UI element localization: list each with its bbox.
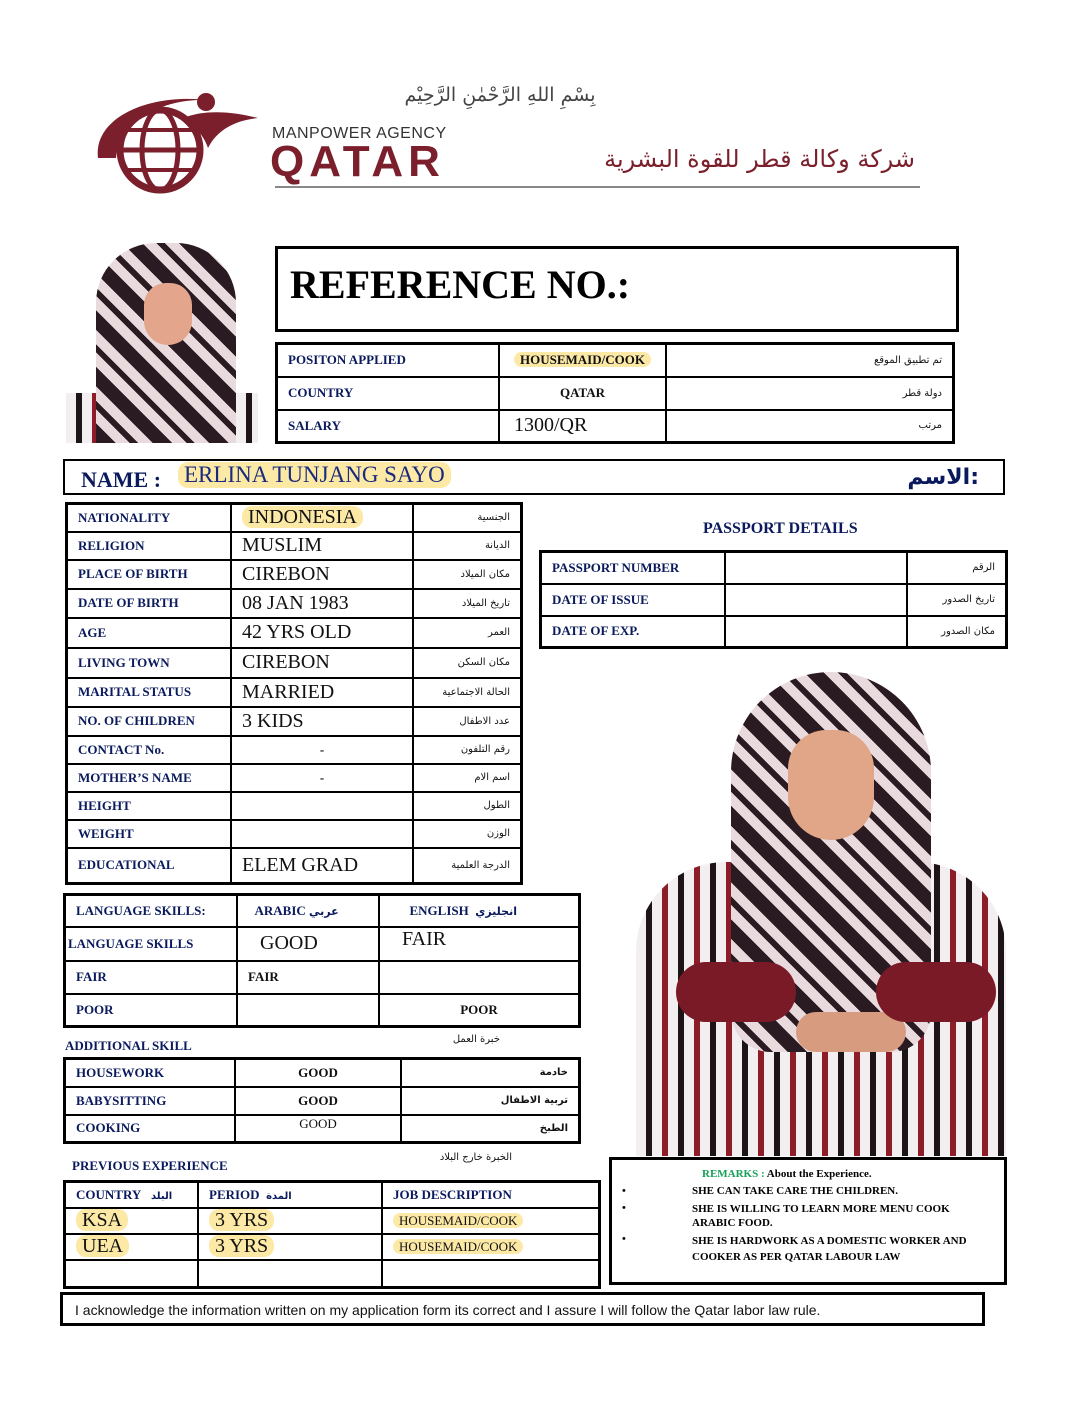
personal-row	[67, 589, 522, 618]
remarks-item-text: SHE IS WILLING TO LEARN MORE MENU COOK ARABIC FOOD.	[692, 1203, 950, 1229]
globe-logo-icon	[88, 88, 268, 198]
reference-label: REFERENCE NO.:	[290, 262, 631, 307]
salary-ar: مرتب	[666, 410, 954, 443]
salary-row	[277, 410, 954, 443]
passport-title: PASSPORT DETAILS	[703, 520, 858, 537]
name-ar: :الاسم	[907, 465, 979, 490]
experience-country	[65, 1260, 199, 1288]
remarks-item-text: SHE CAN TAKE CARE THE CHILDREN.	[692, 1185, 898, 1197]
nationality-ar: الجنسية	[413, 504, 522, 532]
date-of-exp-value	[725, 616, 907, 648]
remarks-item: • SHE CAN TAKE CARE THE CHILDREN.	[622, 1185, 898, 1197]
personal-row	[67, 736, 522, 764]
height-value	[231, 792, 413, 820]
language-row	[65, 994, 580, 1027]
acknowledgement-text: I acknowledge the information written on my application form its correct and I assure I will follow the Qatar labor law rule.	[75, 1302, 821, 1318]
personal-row	[67, 707, 522, 736]
age-value: 42 YRS OLD	[231, 618, 413, 648]
language-arabic-header: ARABIC	[254, 902, 306, 918]
experience-country: UEA	[76, 1235, 129, 1257]
date-of-exp-ar: مكان الصدور	[907, 616, 1007, 648]
passport-number-label: PASSPORT NUMBER	[541, 552, 726, 584]
contact-ar: رقم التلفون	[413, 736, 522, 764]
language-skills-label: LANGUAGE SKILLS	[65, 927, 238, 961]
experience-job-header: JOB DESCRIPTION	[382, 1182, 600, 1208]
language-english-header-ar: انجليزي	[475, 904, 517, 918]
additional-skill-label: ADDITIONAL SKILL	[65, 1038, 192, 1053]
experience-job	[382, 1260, 600, 1288]
additional-skill-table	[63, 1057, 581, 1144]
place-of-birth-value: CIREBON	[231, 560, 413, 589]
experience-period-header: PERIOD	[209, 1186, 260, 1202]
remarks-box	[609, 1157, 1007, 1285]
position-row	[277, 344, 954, 377]
personal-row	[67, 820, 522, 848]
experience-row	[65, 1260, 600, 1288]
language-header-row	[65, 895, 580, 927]
experience-period	[198, 1260, 382, 1288]
experience-country-header: COUNTRY	[76, 1186, 142, 1202]
name-bar	[63, 459, 1005, 495]
passport-number-ar: الرقم	[907, 552, 1007, 584]
personal-row	[67, 504, 522, 532]
housework-ar: خادمة	[401, 1059, 580, 1087]
experience-job: HOUSEMAID/COOK	[393, 1213, 523, 1228]
babysitting-value: GOOD	[235, 1087, 401, 1115]
date-of-birth-label: DATE OF BIRTH	[67, 589, 232, 618]
bismillah: بِسْمِ اللهِ الرَّحْمٰنِ الرَّحِيْم	[404, 84, 596, 106]
experience-row	[65, 1208, 600, 1234]
personal-table	[65, 502, 523, 885]
position-label: POSITON APPLIED	[277, 344, 500, 377]
passport-row	[541, 616, 1007, 648]
fair-english	[379, 961, 580, 994]
previous-experience-label: PREVIOUS EXPERIENCE	[72, 1158, 228, 1173]
experience-row	[65, 1234, 600, 1260]
name-label: NAME :	[81, 467, 162, 492]
babysitting-label: BABYSITTING	[65, 1087, 236, 1115]
agency-logo	[88, 88, 268, 198]
cooking-label: COOKING	[65, 1115, 236, 1143]
poor-arabic	[237, 994, 379, 1027]
religion-ar: الديانة	[413, 532, 522, 560]
housework-value: GOOD	[235, 1059, 401, 1087]
nationality-label: NATIONALITY	[67, 504, 232, 532]
remarks-item-text: SHE IS HARDWORK AS A DOMESTIC WORKER AND COOKER AS PER QATAR LABOUR LAW	[692, 1235, 967, 1263]
salary-value: 1300/QR	[499, 410, 666, 443]
experience-period: 3 YRS	[209, 1209, 274, 1231]
country-value: QATAR	[499, 377, 666, 410]
agency-small-name: MANPOWER AGENCY	[272, 125, 447, 142]
education-ar: الدرجة العلمية	[413, 848, 522, 884]
place-of-birth-ar: مكان الميلاد	[413, 560, 522, 589]
experience-header-row	[65, 1182, 600, 1208]
remarks-item: • SHE IS HARDWORK AS A DOMESTIC WORKER AND COOKER AS PER QATAR LABOUR LAW	[622, 1233, 992, 1265]
personal-row	[67, 764, 522, 792]
poor-label: POOR	[65, 994, 238, 1027]
experience-country-header-ar: البلد	[151, 1190, 173, 1202]
reference-box	[275, 246, 959, 332]
experience-period-header-ar: المدة	[266, 1190, 292, 1202]
language-row	[65, 961, 580, 994]
personal-row	[67, 792, 522, 820]
language-arabic-header-ar: عربي	[309, 904, 339, 918]
applicant-photo-large	[636, 672, 1006, 1156]
age-label: AGE	[67, 618, 232, 648]
living-town-label: LIVING TOWN	[67, 648, 232, 678]
language-english-header: ENGLISH	[409, 902, 469, 918]
date-of-issue-label: DATE OF ISSUE	[541, 584, 726, 616]
previous-experience-ar: الخبرة خارج البلاد	[439, 1152, 512, 1163]
experience-country: KSA	[76, 1209, 128, 1231]
marital-status-ar: الحالة الاجتماعية	[413, 678, 522, 707]
remarks-title: REMARKS :	[702, 1168, 765, 1180]
mothers-name-label: MOTHER’S NAME	[67, 764, 232, 792]
personal-row	[67, 848, 522, 884]
date-of-birth-ar: تاريخ الميلاد	[413, 589, 522, 618]
personal-row	[67, 532, 522, 560]
contact-label: CONTACT No.	[67, 736, 232, 764]
cooking-ar: الطبخ	[401, 1115, 580, 1143]
skill-row	[65, 1087, 580, 1115]
english-level: FAIR	[379, 927, 580, 961]
education-value: ELEM GRAD	[231, 848, 413, 884]
agency-big-name: QATAR	[270, 137, 445, 186]
position-value: HOUSEMAID/COOK	[514, 352, 651, 367]
date-of-issue-value	[725, 584, 907, 616]
applicant-photo-small	[66, 243, 258, 443]
country-row	[277, 377, 954, 410]
language-table	[63, 893, 581, 1028]
personal-row	[67, 648, 522, 678]
living-town-value: CIREBON	[231, 648, 413, 678]
poor-english: POOR	[379, 994, 580, 1027]
remarks-subtitle: About the Experience.	[766, 1168, 872, 1180]
acknowledgement-box	[60, 1292, 985, 1326]
date-of-birth-value: 08 JAN 1983	[231, 589, 413, 618]
agency-arabic-name: شركة وكالة قطر للقوة البشرية	[604, 145, 915, 173]
country-label: COUNTRY	[277, 377, 500, 410]
marital-status-label: MARITAL STATUS	[67, 678, 232, 707]
children-value: 3 KIDS	[231, 707, 413, 736]
date-of-issue-ar: تاريخ الصدور	[907, 584, 1007, 616]
skill-row	[65, 1115, 580, 1143]
religion-label: RELIGION	[67, 532, 232, 560]
position-table	[275, 342, 955, 444]
date-of-exp-label: DATE OF EXP.	[541, 616, 726, 648]
mothers-name-ar: اسم الام	[413, 764, 522, 792]
babysitting-ar: تربية الاطفال	[401, 1087, 580, 1115]
fair-arabic: FAIR	[237, 961, 379, 994]
personal-row	[67, 678, 522, 707]
country-ar: دولة قطر	[666, 377, 954, 410]
experience-table	[63, 1180, 601, 1289]
personal-row	[67, 618, 522, 648]
arabic-level: GOOD	[237, 927, 379, 961]
cooking-value: GOOD	[235, 1115, 401, 1143]
education-label: EDUCATIONAL	[67, 848, 232, 884]
personal-row	[67, 560, 522, 589]
age-ar: العمر	[413, 618, 522, 648]
contact-value: -	[231, 736, 413, 764]
remarks-heading	[702, 1168, 872, 1180]
mothers-name-value: -	[231, 764, 413, 792]
position-ar: تم تطبيق الموقع	[666, 344, 954, 377]
additional-skill-ar: خبرة العمل	[452, 1034, 500, 1045]
experience-period: 3 YRS	[209, 1235, 274, 1257]
language-row	[65, 927, 580, 961]
weight-value	[231, 820, 413, 848]
nationality-value: INDONESIA	[242, 506, 363, 528]
religion-value: MUSLIM	[231, 532, 413, 560]
skill-row	[65, 1059, 580, 1087]
passport-row	[541, 552, 1007, 584]
housework-label: HOUSEWORK	[65, 1059, 236, 1087]
height-ar: الطول	[413, 792, 522, 820]
passport-number-value	[725, 552, 907, 584]
weight-ar: الوزن	[413, 820, 522, 848]
name-value: ERLINA TUNJANG SAYO	[178, 462, 451, 488]
marital-status-value: MARRIED	[231, 678, 413, 707]
children-ar: عدد الاطفال	[413, 707, 522, 736]
language-header-label: LANGUAGE SKILLS:	[65, 895, 238, 927]
passport-row	[541, 584, 1007, 616]
salary-label: SALARY	[277, 410, 500, 443]
height-label: HEIGHT	[67, 792, 232, 820]
remarks-item: • SHE IS WILLING TO LEARN MORE MENU COOK ARABIC FOOD.	[622, 1202, 992, 1230]
children-label: NO. OF CHILDREN	[67, 707, 232, 736]
header-rule	[275, 186, 920, 188]
passport-table	[539, 550, 1008, 649]
weight-label: WEIGHT	[67, 820, 232, 848]
experience-job: HOUSEMAID/COOK	[393, 1239, 523, 1254]
living-town-ar: مكان السكن	[413, 648, 522, 678]
fair-label: FAIR	[65, 961, 238, 994]
place-of-birth-label: PLACE OF BIRTH	[67, 560, 232, 589]
